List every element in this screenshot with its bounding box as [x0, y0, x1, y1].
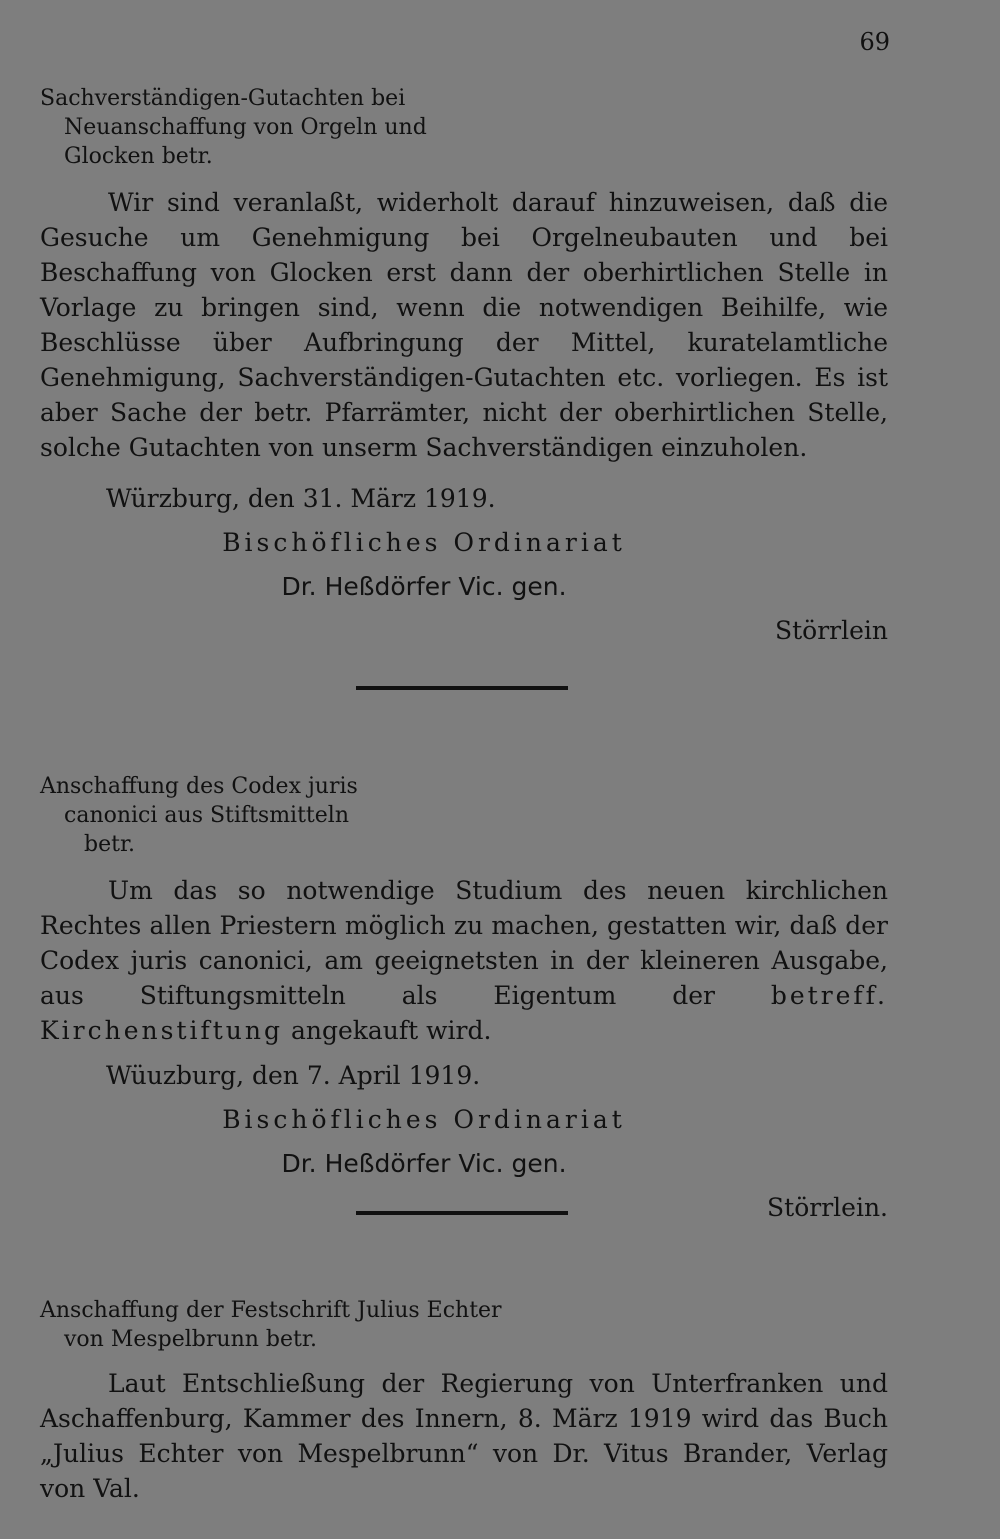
signature-block — [40, 477, 888, 653]
body-text-end: angekauft wird. — [290, 1016, 492, 1045]
section-divider — [356, 686, 568, 690]
subject-line: Sachverständigen-Gutachten bei — [40, 86, 406, 111]
body-paragraph — [40, 873, 888, 1048]
body-text: Um das so notwendige Studium des neuen kirchlichen Rechtes allen Priestern möglich zu machen, gestatten wir, daß der Codex juris canonici, am geeignetsten in der kleineren Ausgabe, aus Stiftungsmitteln als Eigentum der — [40, 876, 888, 1010]
section-codex — [40, 772, 888, 1230]
vicar-general: Dr. Heßdörfer Vic. gen. — [281, 1149, 567, 1178]
subject-line: betr. — [84, 832, 136, 857]
subject-line: canonici aus Stiftsmitteln — [64, 803, 350, 828]
office-name: Bischöfliches Ordinariat — [222, 1105, 626, 1134]
subject-line: von Mespelbrunn betr. — [64, 1327, 317, 1352]
body-text-spaced: betreff. Kirchenstiftung — [40, 981, 888, 1045]
body-paragraph — [40, 1366, 888, 1506]
body-text: Wir sind veranlaßt, widerholt darauf hinzuweisen, daß die Gesuche um Genehmigung bei Orgelneubauten und bei Beschaffung von Glocken erst dann der oberhirtlichen Stelle in Vorlage zu bringen sind, wenn die notwendigen Beihilfe, wie Beschlüsse über Aufbringung der Mittel, kuratelamtliche Genehmigung, Sachverständigen-Gutachten etc. vorliegen. Es ist aber Sache der betr. Pfarrämter, nicht der oberhirtlichen Stelle, solche Gutachten von unserm Sachverständigen einzuholen. — [40, 188, 888, 462]
section-festschrift — [40, 1296, 888, 1506]
office-name: Bischöfliches Ordinariat — [222, 528, 626, 557]
signer-name: Störrlein — [774, 616, 888, 645]
section-organ-bells — [40, 84, 888, 653]
subject-heading — [40, 84, 888, 171]
page-number: 69 — [859, 28, 890, 56]
section-divider — [356, 1211, 568, 1215]
subject-line: Anschaffung des Codex juris — [40, 774, 358, 799]
signature-block — [40, 1054, 888, 1230]
place-date: Würzburg, den 31. März 1919. — [106, 484, 496, 513]
body-text: Laut Entschließung der Regierung von Unterfranken und Aschaffenburg, Kammer des Innern, 8. März 1919 wird das Buch „Julius Echter von Mespelbrunn“ von Dr. Vitus Brander, Verlag von Val. — [40, 1369, 888, 1503]
subject-heading — [40, 1296, 888, 1354]
place-date: Wüuzburg, den 7. April 1919. — [106, 1061, 481, 1090]
subject-line: Glocken betr. — [64, 144, 213, 169]
body-paragraph — [40, 185, 888, 465]
subject-line: Anschaffung der Festschrift Julius Echter — [40, 1298, 502, 1323]
signer-name: Störrlein. — [767, 1193, 888, 1222]
subject-heading — [40, 772, 888, 859]
subject-line: Neuanschaffung von Orgeln und — [64, 115, 427, 140]
vicar-general: Dr. Heßdörfer Vic. gen. — [281, 572, 567, 601]
